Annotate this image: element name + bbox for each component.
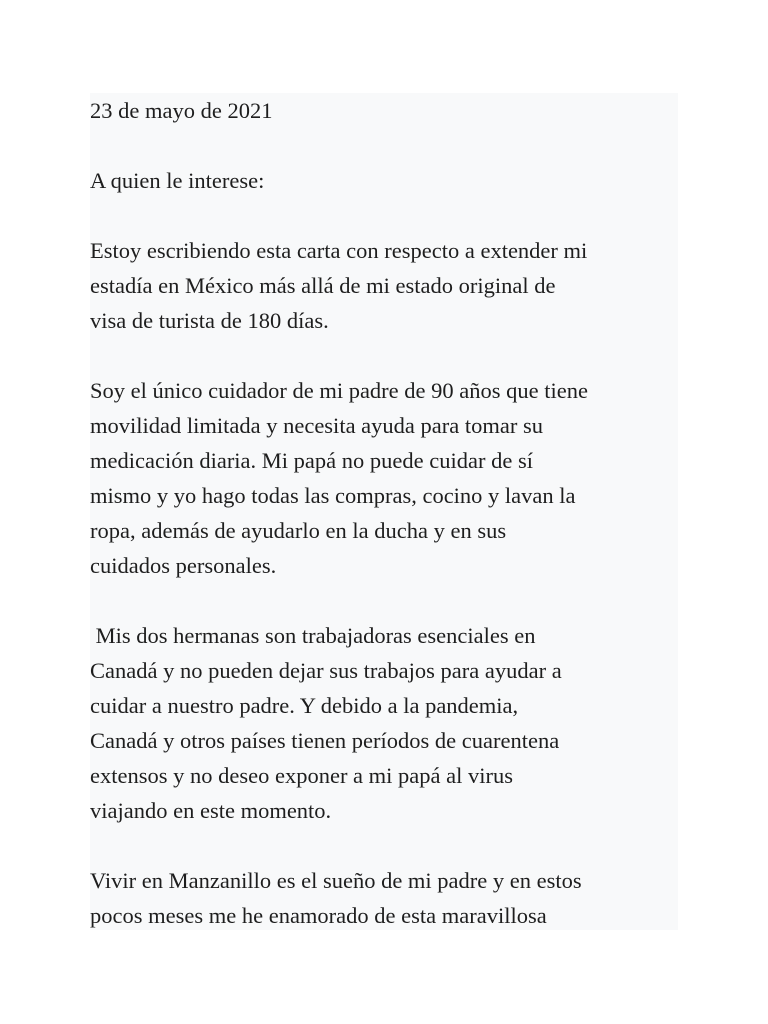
paragraph-gap — [90, 828, 678, 863]
paragraph-3 — [90, 618, 678, 828]
paragraph-1 — [90, 233, 678, 338]
letter-body — [90, 93, 678, 930]
text-line: medicación diaria. Mi papá no puede cuidar de sí — [90, 448, 533, 473]
text-line: pocos meses me he enamorado de esta maravillosa — [90, 903, 547, 928]
text-line: Canadá y otros países tienen períodos de cuarentena — [90, 728, 560, 753]
paragraph-gap — [90, 198, 678, 233]
text-line: visa de turista de 180 días. — [90, 308, 329, 333]
text-line: ropa, además de ayudarlo en la ducha y en sus — [90, 518, 507, 543]
letter-date: 23 de mayo de 2021 — [90, 98, 273, 123]
text-line: viajando en este momento. — [90, 798, 332, 823]
text-line: Canadá y no pueden dejar sus trabajos para ayudar a — [90, 658, 562, 683]
text-line: Mis dos hermanas son trabajadoras esenciales en — [90, 623, 536, 648]
text-line: estadía en México más allá de mi estado original de — [90, 273, 556, 298]
paragraph-2 — [90, 373, 678, 583]
text-line: Estoy escribiendo esta carta con respecto a extender mi — [90, 238, 588, 263]
paragraph-4 — [90, 863, 678, 930]
text-line: mismo y yo hago todas las compras, cocino y lavan la — [90, 483, 576, 508]
text-line: extensos y no deseo exponer a mi papá al virus — [90, 763, 514, 788]
text-line: cuidar a nuestro padre. Y debido a la pandemia, — [90, 693, 519, 718]
paragraph-gap — [90, 338, 678, 373]
paragraph-gap — [90, 583, 678, 618]
text-line: cuidados personales. — [90, 553, 277, 578]
text-line: Vivir en Manzanillo es el sueño de mi padre y en estos — [90, 868, 582, 893]
letter-salutation: A quien le interese: — [90, 168, 265, 193]
paragraph-gap — [90, 128, 678, 163]
text-line: Soy el único cuidador de mi padre de 90 años que tiene — [90, 378, 588, 403]
text-line: movilidad limitada y necesita ayuda para tomar su — [90, 413, 543, 438]
